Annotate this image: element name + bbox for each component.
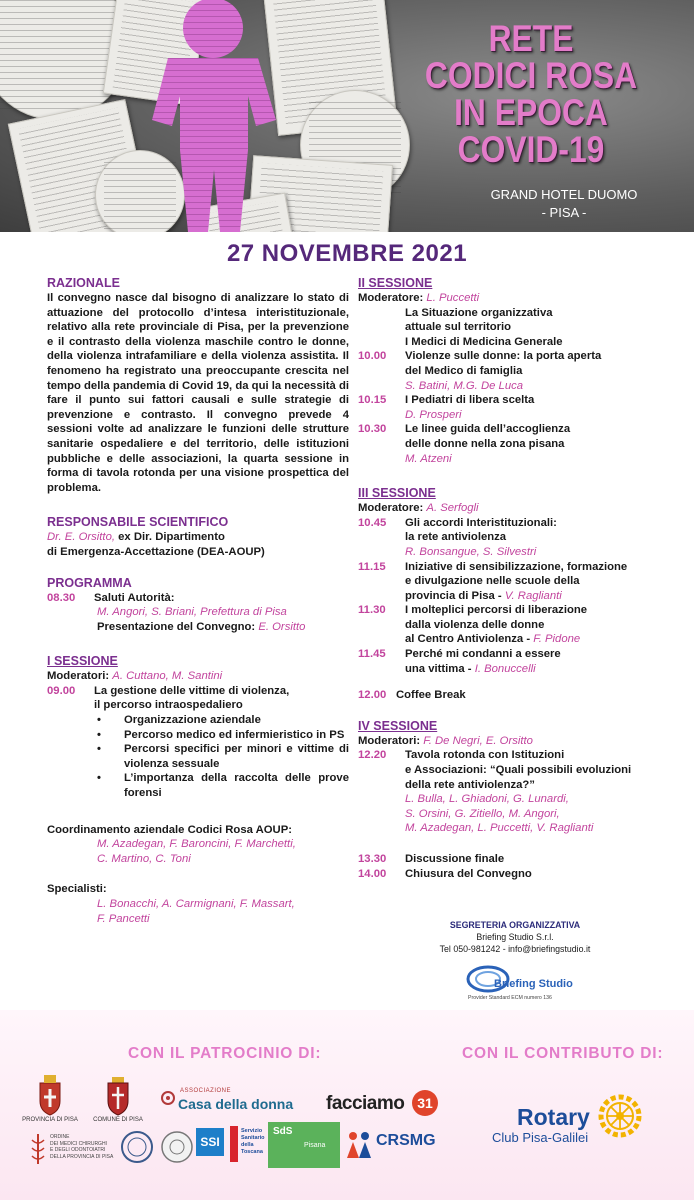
event-date: 27 NOVEMBRE 2021 [226,240,468,267]
sds-pisana-logo [268,1122,340,1168]
talk-speakers: M. Azadegan, L. Puccetti, V. Raglianti [405,822,594,835]
programma-title: PROGRAMMA [47,575,132,590]
talk-speakers: I. Bonuccelli [474,662,536,675]
talk-time: 11.30 [358,604,386,617]
rotary-label: Rotary [517,1104,590,1130]
provincia-di-pisa-logo [20,1075,80,1124]
talk-time: 12.20 [358,749,387,762]
agenda-row [358,748,663,836]
talk-title [94,684,349,713]
intro-line: I Medici di Medicina Generale [405,335,563,348]
talk-time: 10.30 [358,423,387,436]
talk-title: Discussione finale [405,853,505,865]
event-title [396,20,666,168]
moderators-label: Moderatori: [358,734,424,747]
sessione1-bullets [47,713,349,801]
venue-city: - PISA - [541,205,587,220]
talk-title: Chiusura del Convegno [405,867,532,880]
programma-time: 08.30 [47,591,76,604]
presentazione-label: Presentazione del Convegno: [97,620,259,633]
talk-time: 13.30 [358,853,387,865]
talk [405,516,663,560]
talk-title-text: provincia di Pisa - [405,589,505,602]
right-column [358,276,663,881]
moderators-label: Moderatori: [47,670,113,683]
event-title-line: RETE [488,18,574,59]
sst-line: Servizio [241,1128,263,1134]
sessione2-title: II SESSIONE [358,276,433,290]
hero-banner [0,0,694,232]
talk [405,349,663,393]
society-seal-icon [160,1130,194,1164]
talk [405,603,663,647]
sessione3-title: III SESSIONE [358,486,436,501]
segreteria-title: SEGRETERIA ORGANIZZATIVA [449,920,581,930]
coat-of-arms-icon [106,1077,130,1117]
talk [405,748,663,836]
agenda-row [358,647,663,676]
talk-time: 10.15 [358,394,387,407]
razionale-text: Il convegno nasce dal bisogno di analizzare lo stato di attuazione del protocollo d’intesa interistituzionale, relativo alla rete provinciale di Pisa, per la prevenzione e il contrasto della violenza maschile contro le donne, della violenza intrafamiliare e della violenza assistita. Il fenomeno ha registrato una preoccupante crescita nel tempo della pandemia di Covid 19, da qui la necessità di fare il punto sui fattori causali e sulle strategie di prevenzione e contrasto. Il convegno prevede 4 sessioni volte ad analizzare le funzioni delle strutture sanitarie ospedaliere e del territorio, delle istituzioni pubbliche e delle associazioni, la quarta sessione in forma di tavola rotonda per una visione prospettica del problema. [47,292,349,494]
agenda-row [358,852,663,867]
left-column [47,276,349,926]
event-title-line: COVID-19 [457,129,605,170]
talk-speakers: L. Bulla, L. Ghiadoni, G. Lunardi, [405,793,569,806]
talk-speakers: V. Raglianti [504,589,562,602]
intro-line: La Situazione organizzativa [405,306,553,319]
responsabile-line [47,530,349,545]
agenda-row [358,516,663,560]
crsmg-label: CRSMG [376,1132,436,1149]
moderator-label: Moderatore: [358,502,427,515]
razionale-title: RAZIONALE [47,276,120,290]
talk [405,422,663,466]
responsabile-role-2: di Emergenza-Accettazione (DEA-AOUP) [47,545,265,558]
agenda-row [358,867,663,882]
segreteria-organizzativa [430,919,600,955]
talk-speakers: F. Pidone [533,633,581,646]
bullet-item: • Percorso medico ed infermieristico in PS [97,728,349,743]
talk-speakers: M. Atzeni [405,452,452,465]
spacer [47,634,349,654]
bullet-item: • Organizzazione aziendale [97,713,349,728]
talk-title-line [405,632,663,647]
pisana-label: Pisana [304,1142,326,1149]
segreteria-contact: Tel 050-981242 - info@briefingstudio.it [439,944,591,954]
moderators-names: A. Cuttano, M. Santini [112,670,223,683]
ssi-logo: SSI [196,1128,224,1156]
talk [405,560,663,604]
agenda-row [358,560,663,604]
spacer [358,703,663,719]
moderator-name: A. Serfogli [426,502,479,515]
ordine-line: E DEGLI ODONTOIATRI [50,1147,106,1153]
spacer [358,836,663,852]
talk-title-line: Gli accordi Interistituzionali: [405,516,557,529]
bullet-item: • L’importanza della raccolta delle prove forensi [97,771,349,800]
provincia-label: PROVINCIA DI PISA [22,1117,78,1123]
responsabile-role: ex Dir. Dipartimento [115,531,225,544]
break-time: 12.00 [358,689,387,702]
segreteria-company: Briefing Studio S.r.l. [476,932,554,942]
spacer [47,495,349,515]
moderator-name: L. Puccetti [426,292,480,304]
casa-small-label: ASSOCIAZIONE [180,1088,232,1094]
agenda-row [358,349,663,393]
sessione4-title: IV SESSIONE [358,718,438,733]
talk-title-line [405,589,663,604]
pink-figure-illustration [148,0,278,232]
spacer [47,560,349,576]
rotary-club-label: Club Pisa-Galilei [492,1130,589,1145]
presentazione-name: E. Orsitto [258,620,306,633]
sst-line: Toscana [241,1149,263,1155]
talk-title-line: Iniziative di sensibilizzazione, formazione [405,560,628,573]
contributo-heading: CON IL CONTRIBUTO DI: [462,1045,664,1062]
moderator-label: Moderatore: [358,292,427,304]
sst-line: Sanitario [241,1135,265,1141]
talk-title-text: una vittima - [405,662,475,675]
presentazione-line [47,620,349,635]
break-label: Coffee Break [396,689,466,702]
ordine-line: DEI MEDICI CHIRURGHI [50,1140,107,1147]
crsmg-logo [346,1128,446,1168]
sst-line: della [241,1142,254,1148]
casa-label: Casa della donna [178,1096,294,1112]
spacer [47,866,349,882]
sessione4-moderators [358,734,663,749]
talk-title-line: Violenze sulle donne: la porta aperta [405,350,602,363]
saluti-label: Saluti Autorità: [94,591,175,604]
talk-speakers: D. Prosperi [405,408,462,421]
sessione1-moderators [47,669,349,684]
talk-title-line: I Pediatri di libera scelta [405,394,535,407]
briefing-logo-text: Briefing Studio [494,978,573,990]
responsabile-title: RESPONSABILE SCIENTIFICO [47,515,229,530]
agenda-row [358,422,663,466]
casa-della-donna-logo [160,1088,310,1124]
talk-title-text: al Centro Antiviolenza - [405,633,534,646]
people-icon [346,1130,372,1160]
specialisti-names: L. Bonacchi, A. Carmignani, F. Massart, [97,898,295,910]
talk-title-line: I molteplici percorsi di liberazione [405,604,588,617]
spacer [47,801,349,823]
caduceus-icon [30,1132,46,1166]
rotary-wheel-icon [598,1094,642,1138]
facciamo-number: 31 [412,1090,438,1116]
specialisti-names: F. Pancetti [97,912,150,925]
talk-title-line: Tavola rotonda con Istituzioni [405,749,565,762]
facciamo-label: facciamo [326,1093,405,1114]
venue-name: GRAND HOTEL DUOMO [490,187,638,202]
programma-row [47,591,349,606]
ordine-medici-logo [30,1130,120,1170]
spacer [358,676,663,688]
moderators-names: F. De Negri, E. Orsitto [423,734,533,747]
talk-time: 11.45 [358,648,386,661]
saluti-names: M. Angori, S. Briani, Prefettura di Pisa [97,606,287,619]
coat-of-arms-icon [36,1075,64,1117]
briefing-studio-logo [466,965,576,1003]
ordine-line: ORDINE [50,1134,70,1140]
talk-title-line: il percorso intraospedaliero [94,699,243,712]
coffee-break-row [358,688,663,703]
talk-title-line: Le linee guida dell’accoglienza [405,423,571,436]
event-title-line: CODICI ROSA [424,55,638,96]
event-title-line: IN EPOCA [454,92,608,133]
sessione1-talk [47,684,349,713]
talk-title-line: Perché mi condanni a essere [405,648,561,661]
intro-line: attuale sul territorio [405,321,512,334]
ordine-label [50,1134,113,1160]
flower-icon [160,1090,176,1110]
talk [405,647,663,676]
briefing-logo-sub: Provider Standard ECM numero 136 [468,995,552,1001]
sst-label [241,1128,265,1156]
talk-title-line: La gestione delle vittime di violenza, [94,684,290,697]
talk [405,393,663,422]
coordinamento-title: Coordinamento aziendale Codici Rosa AOUP: [47,823,293,836]
talk-title-line: e Associazioni: “Quali possibili evoluzioni [405,764,632,777]
talk-speakers: R. Bonsangue, S. Silvestri [405,545,537,558]
talk-title-line: della rete antiviolenza?” [405,778,535,791]
specialisti-title: Specialisti: [47,883,107,896]
bullet-item: • Percorsi specifici per minori e vittime di violenza sessuale [97,742,349,771]
talk-time: 09.00 [47,684,76,697]
servizio-sanitario-toscana-logo [230,1126,264,1166]
coordinamento-names: M. Azadegan, F. Baroncini, F. Marchetti, [97,838,296,851]
agenda-row [358,603,663,647]
sessione2-intro [358,306,663,350]
comune-di-pisa-logo [90,1077,146,1124]
agenda-row [358,393,663,422]
talk-title-line [405,662,663,677]
sds-label: SdS [273,1126,293,1137]
talk-time: 11.15 [358,560,386,573]
sessione1-title: I SESSIONE [47,654,118,669]
talk-speakers: S. Batini, M.G. De Luca [405,379,524,392]
ordine-line: DELLA PROVINCIA DI PISA [50,1153,114,1160]
talk-title-line: dalla violenza delle donne [405,618,545,631]
facciamo-31-logo [318,1090,440,1122]
rotary-club-logo [488,1092,668,1152]
sessione2-moderator [358,291,663,306]
spacer [358,466,663,486]
talk-title-line: del Medico di famiglia [405,364,523,377]
talk-time: 14.00 [358,867,387,880]
sessione3-moderator [358,501,663,516]
patrocinio-heading: CON IL PATROCINIO DI: [128,1045,322,1062]
talk-speakers: S. Orsini, G. Zitiello, M. Angori, [405,807,560,820]
talk-time: 10.45 [358,516,387,529]
talk-time: 10.00 [358,350,387,363]
comune-label: COMUNE DI PISA [93,1117,143,1123]
university-seal-icon [120,1130,154,1164]
talk-title-line: delle donne nella zona pisana [405,437,565,450]
coordinamento-names: C. Martino, C. Toni [97,852,191,865]
sst-bar [230,1126,238,1162]
talk-title-line: la rete antiviolenza [405,531,507,544]
event-venue [474,186,654,222]
responsabile-name: Dr. E. Orsitto, [47,531,115,544]
talk-title-line: e divulgazione nelle scuole della [405,575,580,588]
